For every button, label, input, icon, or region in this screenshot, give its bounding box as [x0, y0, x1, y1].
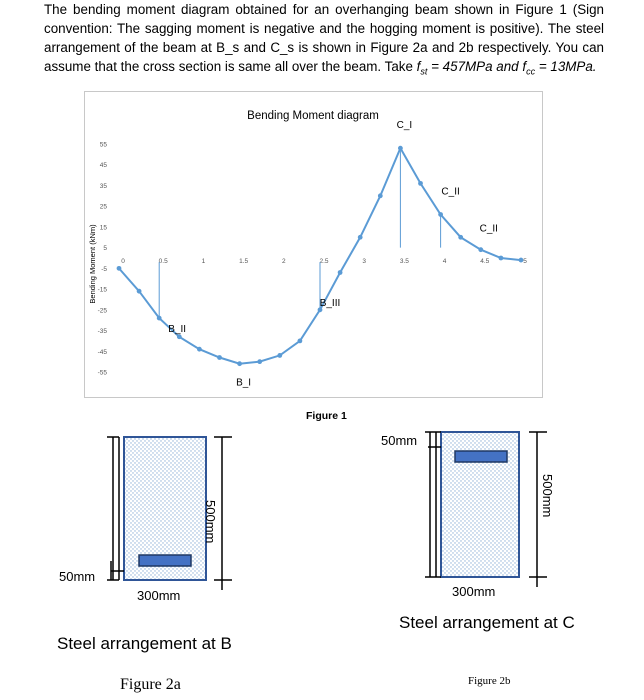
x-tick-label: 5: [523, 258, 527, 265]
fig2a-width-dim: 300mm: [137, 588, 181, 603]
fcc-value: = 13MPa.: [538, 59, 597, 74]
y-tick-label: -15: [97, 286, 107, 294]
x-tick-label: 1: [201, 258, 206, 265]
problem-line-2: convention: The sagging moment is negative and the hogging moment is positive). The steel: [44, 21, 604, 36]
rebar-b: [139, 555, 191, 566]
fig2b-height-dim: 500mm: [540, 474, 555, 518]
x-tick-label: 3: [362, 258, 367, 265]
fig2a-height-dim: 500mm: [203, 500, 218, 544]
y-tick-label: 5: [103, 245, 107, 253]
fst-symbol: $f_{st}$: [416, 59, 428, 77]
annotation-label: B_I: [236, 377, 252, 389]
problem-line-1: The bending moment diagram obtained for an overhanging beam shown in Figure 1 (Sign: [44, 2, 604, 17]
fig2b-cover-dim: 50mm: [381, 433, 418, 448]
x-tick-label: 0: [121, 258, 125, 265]
y-tick-label: 15: [99, 224, 107, 232]
annotation-label: B_III: [319, 297, 341, 309]
fig2a-cover-dim: 50mm: [59, 569, 96, 584]
annotation-label: C_I: [396, 120, 413, 132]
y-tick-label: 45: [99, 162, 107, 170]
y-tick-label: -5: [101, 265, 107, 273]
x-tick-label: 0.5: [158, 258, 168, 265]
fig2a-label: Figure 2a: [120, 676, 181, 693]
fst-value: = 457MPa and: [431, 59, 519, 74]
fig2b-width-dim: 300mm: [452, 584, 496, 599]
x-tick-label: 2.5: [319, 258, 329, 265]
fig2b-label: Figure 2b: [468, 675, 511, 687]
problem-line-3: arrangement of the beam at B_s and C_s is shown in Figure 2a and 2b respectively. You can: [44, 40, 604, 55]
y-tick-label: 55: [99, 141, 107, 149]
chart-title: Bending Moment diagram: [247, 110, 379, 122]
y-tick-label: -55: [97, 369, 107, 377]
x-tick-label: 2: [281, 258, 286, 265]
annotation-label: B_II: [168, 324, 187, 336]
y-tick-label: -25: [97, 307, 107, 315]
fig2a-caption: Steel arrangement at B: [57, 634, 232, 653]
annotation-label: C_II: [479, 223, 498, 235]
y-tick-label: 25: [99, 203, 107, 211]
y-tick-label: 35: [99, 182, 107, 190]
y-tick-label: -35: [97, 328, 107, 336]
figure-2b-section: [425, 432, 547, 587]
figure-1-caption: Figure 1: [306, 410, 347, 422]
x-tick-label: 1.5: [239, 258, 249, 265]
y-tick-label: -45: [97, 348, 107, 356]
x-tick-label: 3.5: [399, 258, 409, 265]
chart-y-axis-label: Bending Moment (kNm): [88, 224, 97, 304]
x-tick-label: 4: [442, 258, 447, 265]
problem-line-4: assume that the cross section is same all over the beam. Take $f_{st} = 457MPa$ and $f_{cc} = 13MPa$.: [44, 59, 597, 77]
x-tick-label: 4.5: [480, 258, 490, 265]
annotation-label: C_II: [441, 186, 460, 198]
fig2b-caption: Steel arrangement at C: [399, 613, 575, 632]
fcc-symbol: $f_{cc}$: [522, 59, 536, 77]
rebar-c: [455, 451, 507, 462]
